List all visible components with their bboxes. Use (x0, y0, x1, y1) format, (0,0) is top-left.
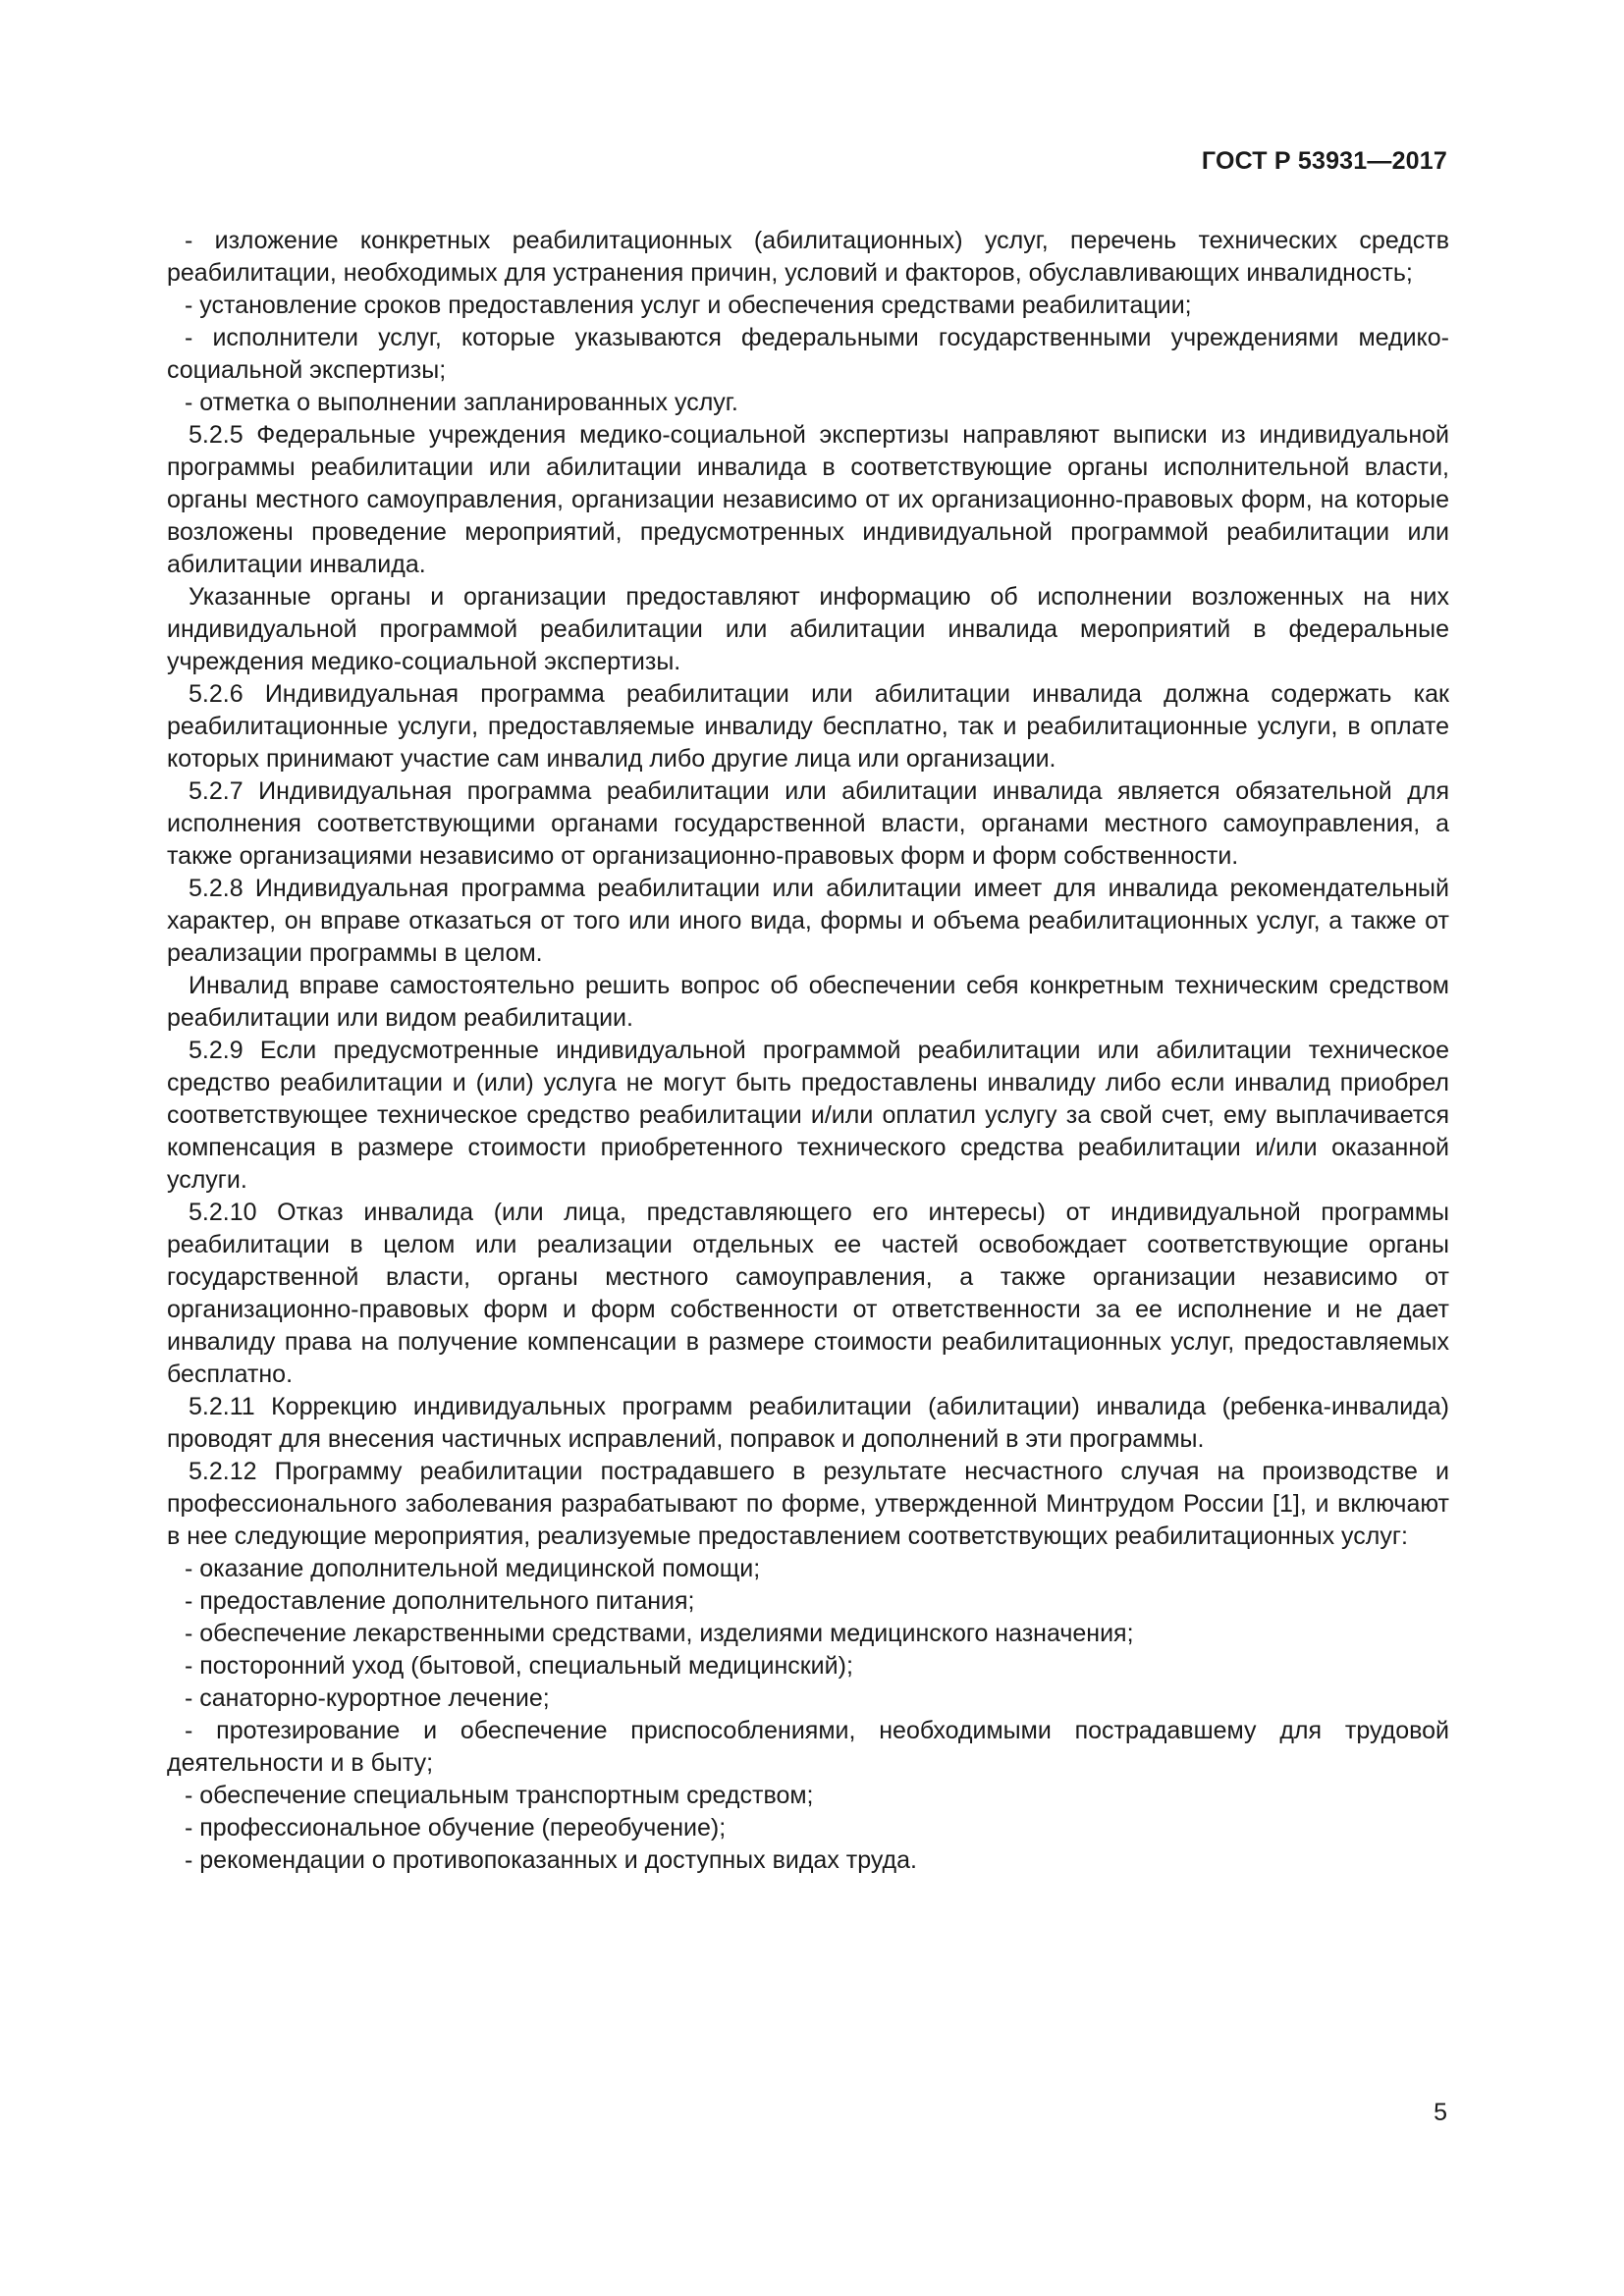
clause-5-2-12: 5.2.12 Программу реабилитации пострадавшего в результате несчастного случая на производстве и профессионального заболевания разрабатывают по форме, утвержденной Минтрудом России [1], и включают в нее следующие мероприятия, реализуемые предоставлением соответствующих реабилитационных услуг: (167, 1458, 1449, 1550)
list-item: - профессиональное обучение (переобучение); (185, 1814, 727, 1842)
clause-5-2-5: 5.2.5 Федеральные учреждения медико-социальной экспертизы направляют выписки из индивидуальной программы реабилитации или абилитации инвалида в соответствующие органы исполнительной власти, органы местного самоуправления, организации независимо от их организационно-правовых форм, на которые возложены проведение мероприятий, предусмотренных индивидуальной программой реабилитации или абилитации инвалида. (167, 421, 1449, 578)
page-number: 5 (1434, 2099, 1447, 2126)
clause-5-2-6: 5.2.6 Индивидуальная программа реабилитации или абилитации инвалида должна содержать как реабилитационные услуги, предоставляемые инвалиду бесплатно, так и реабилитационные услуги, в оплате которых принимают участие сам инвалид либо другие лица или организации. (167, 680, 1449, 773)
document-body (167, 225, 1449, 1877)
clause-5-2-11: 5.2.11 Коррекцию индивидуальных программ реабилитации (абилитации) инвалида (ребенка-инвалида) проводят для внесения частичных исправлений, поправок и дополнений в эти программы. (167, 1393, 1449, 1453)
list-item: - исполнители услуг, которые указываются федеральными государственными учреждениями медико-социальной экспертизы; (167, 324, 1449, 384)
paragraph: Инвалид вправе самостоятельно решить вопрос об обеспечении себя конкретным техническим средством реабилитации или видом реабилитации. (167, 972, 1449, 1032)
clause-5-2-8: 5.2.8 Индивидуальная программа реабилитации или абилитации имеет для инвалида рекомендательный характер, он вправе отказаться от того или иного вида, формы и объема реабилитационных услуг, а также от реализации программы в целом. (167, 875, 1449, 967)
list-item: - обеспечение лекарственными средствами, изделиями медицинского назначения; (185, 1620, 1134, 1647)
list-item: - изложение конкретных реабилитационных (абилитационных) услуг, перечень технических средств реабилитации, необходимых для устранения причин, условий и факторов, обуславливающих инвалидность; (167, 227, 1449, 287)
list-item: - обеспечение специальным транспортным средством; (185, 1782, 814, 1809)
list-item: - отметка о выполнении запланированных услуг. (185, 389, 738, 416)
list-item: - рекомендации о противопоказанных и доступных видах труда. (185, 1846, 917, 1874)
paragraph: Указанные органы и организации предоставляют информацию об исполнении возложенных на них индивидуальной программой реабилитации или абилитации инвалида мероприятий в федеральные учреждения медико-социальной экспертизы. (167, 583, 1449, 675)
list-item: - установление сроков предоставления услуг и обеспечения средствами реабилитации; (185, 292, 1192, 319)
list-item: - посторонний уход (бытовой, специальный медицинский); (185, 1652, 853, 1680)
document-code: ГОСТ Р 53931—2017 (1201, 147, 1447, 175)
list-item: - предоставление дополнительного питания; (185, 1587, 695, 1615)
clause-5-2-7: 5.2.7 Индивидуальная программа реабилитации или абилитации инвалида является обязательной для исполнения соответствующими органами государственной власти, органами местного самоуправления, а также организациями независимо от организационно-правовых форм и форм собственности. (167, 777, 1449, 870)
clause-5-2-10: 5.2.10 Отказ инвалида (или лица, представляющего его интересы) от индивидуальной программы реабилитации в целом или реализации отдельных ее частей освобождает соответствующие органы государственной власти, органы местного самоуправления, а также организации независимо от организационно-правовых форм и форм собственности от ответственности за ее исполнение и не дает инвалиду права на получение компенсации в размере стоимости реабилитационных услуг, предоставляемых бесплатно. (167, 1199, 1449, 1388)
list-item: - санаторно-курортное лечение; (185, 1684, 550, 1712)
clause-5-2-9: 5.2.9 Если предусмотренные индивидуальной программой реабилитации или абилитации техническое средство реабилитации и (или) услуга не могут быть предоставлены инвалиду либо если инвалид приобрел соответствующее техническое средство реабилитации и/или оплатил услугу за свой счет, ему выплачивается компенсация в размере стоимости приобретенного технического средства реабилитации и/или оказанной услуги. (167, 1037, 1449, 1194)
list-item: - протезирование и обеспечение приспособлениями, необходимыми пострадавшему для трудовой деятельности и в быту; (167, 1717, 1449, 1777)
list-item: - оказание дополнительной медицинской помощи; (185, 1555, 761, 1582)
